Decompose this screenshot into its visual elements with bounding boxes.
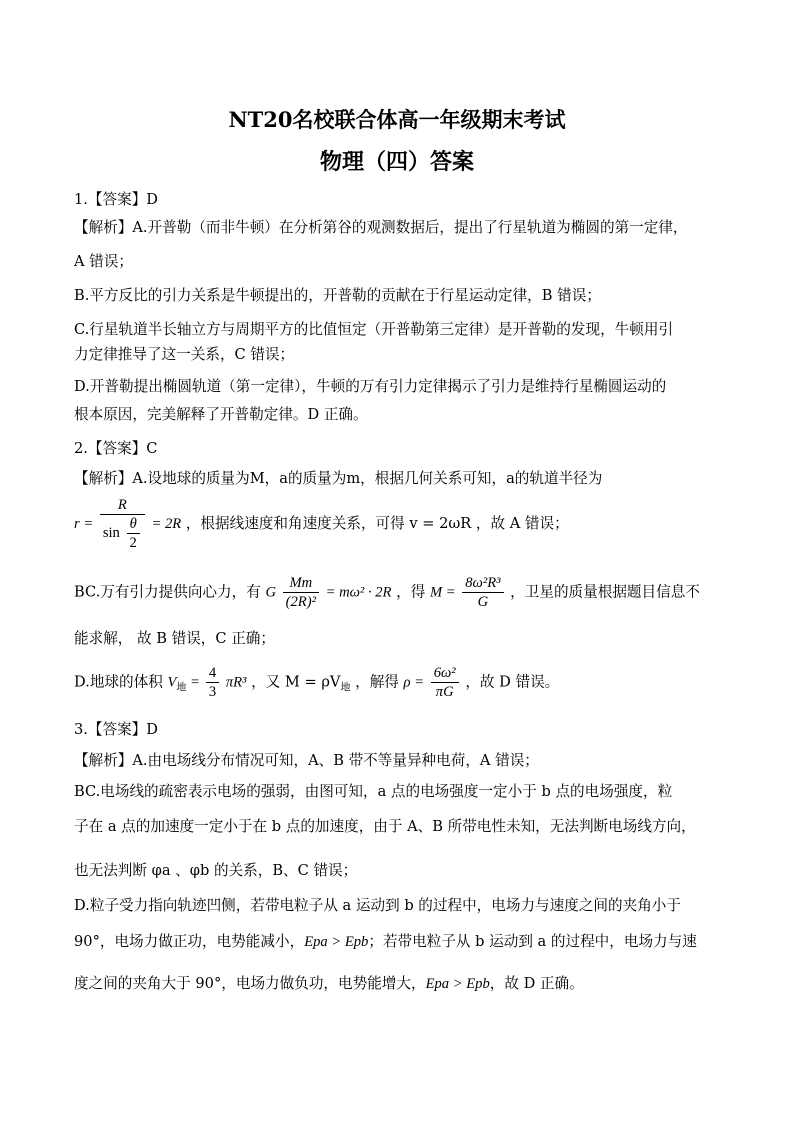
q3-line-5: D.粒子受力指向轨迹凹侧，若带电粒子从 a 运动到 b 的过程中，电场力与速度之间的夹角小于 [74, 897, 681, 914]
q2-line-3-suffix: ，卫星的质量根据题目信息不 [510, 583, 700, 601]
q2-answer: 2.【答案】C [74, 440, 158, 457]
q2-line-2-text: ，根据线速度和角速度关系，可得 v = 2ωR ，故 A 错误； [185, 515, 569, 532]
q2-line-5-mid2: ，解得 [355, 673, 399, 691]
q2-line-5-prefix: D.地球的体积 [74, 673, 163, 691]
sin-label: sin [102, 524, 120, 541]
Epa-gt-Epb: Epa > Epb [304, 934, 369, 950]
q3-line-6 [74, 930, 724, 951]
q2-line-2 [74, 496, 724, 552]
V: V [167, 674, 177, 691]
q1-line-1: 【解析】A.开普勒（而非牛顿）在分析第谷的观测数据后，提出了行星轨道为椭圆的第一定律， [74, 219, 688, 236]
q2-line-3-prefix: BC.万有引力提供向心力，有 [74, 583, 261, 601]
fraction-rho [431, 664, 459, 701]
page-title: NT20名校联合体高一年级期末考试 [228, 107, 566, 132]
formula-eq-2R: = 2R [151, 516, 182, 532]
M-numerator: 8ω²R³ [462, 574, 503, 593]
M-eq: M = [429, 584, 456, 601]
subscript-di: 地 [176, 682, 187, 694]
fraction-r [100, 496, 145, 552]
three: 3 [208, 684, 217, 700]
G: G [265, 584, 276, 601]
four: 4 [206, 664, 219, 683]
q1-line-6: D.开普勒提出椭圆轨道（第一定律），牛顿的万有引力定律揭示了引力是维持行星椭圆运动的 [74, 378, 667, 395]
q2-line-3 [74, 574, 724, 611]
fraction-denominator [100, 515, 145, 552]
q3-line-1: 【解析】A.由电场线分布情况可知，A、B 带不等量异种电荷，A 错误； [74, 752, 539, 769]
q2-line-5 [74, 664, 724, 701]
q1-line-5: 力定律推导了这一关系，C 错误； [74, 346, 295, 363]
q1-answer: 1.【答案】D [74, 191, 158, 208]
rhs1: = mω² · 2R [325, 584, 392, 601]
two-R-squared: (2R)² [285, 594, 316, 610]
fraction-4-3 [206, 664, 219, 701]
fraction-Mm [283, 574, 319, 611]
q2-line-5-mid: ，又 M = ρV [251, 673, 341, 691]
q3-line-4: 也无法判断 φa 、φb 的关系，B、C 错误； [74, 862, 358, 879]
formula-r: r = [74, 516, 94, 532]
fraction-M [462, 574, 503, 611]
fraction-theta [127, 515, 140, 552]
q3-line-6a: 90°，电场力做正功，电势能减小， [74, 933, 305, 950]
fraction-numerator: R [100, 496, 145, 515]
q1-line-3: B.平方反比的引力关系是牛顿提出的，开普勒的贡献在于行星运动定律，B 错误； [74, 287, 601, 304]
page-subtitle: 物理（四）答案 [319, 149, 474, 175]
Mm: Mm [283, 574, 319, 593]
Epa-gt-Epb-2: Epa > Epb [425, 976, 490, 992]
q2-line-3-mid: ，得 [396, 583, 426, 601]
rho-denominator: πG [435, 684, 454, 700]
q1-line-7: 根本原因，完美解释了开普勒定律。D 正确。 [74, 406, 368, 423]
q1-line-2: A 错误； [74, 253, 133, 270]
piR3: πR³ [225, 674, 247, 691]
q3-line-6b: ；若带电粒子从 b 运动到 a 的过程中，电场力与速 [368, 933, 697, 950]
q2-line-4: 能求解， 故 B 错误，C 正确； [74, 630, 275, 647]
q3-line-7 [74, 972, 724, 993]
q3-line-3: 子在 a 点的加速度一定小于在 b 点的加速度，由于 A、B 所带电性未知，无法判断电场线方向， [74, 818, 696, 835]
q3-line-2: BC.电场线的疏密表示电场的强弱，由图可知，a 点的电场强度一定小于 b 点的电场强度，粒 [74, 783, 673, 800]
q3-line-7a: 度之间的夹角大于 90°，电场力做负功，电势能增大， [74, 975, 426, 992]
M-denominator: G [477, 594, 489, 610]
q2-line-5-suffix: ，故 D 错误。 [465, 673, 560, 691]
rho-eq: ρ = [403, 674, 425, 691]
subscript-di-2: 地 [340, 682, 351, 694]
theta: θ [127, 515, 140, 534]
equals: = [191, 674, 200, 691]
q1-line-4: C.行星轨道半长轴立方与周期平方的比值恒定（开普勒第三定律）是开普勒的发现，牛顿用引 [74, 321, 674, 338]
two: 2 [129, 535, 137, 551]
q3-line-7b: ，故 D 正确。 [489, 975, 584, 992]
q3-answer: 3.【答案】D [74, 721, 158, 738]
q2-line-1: 【解析】A.设地球的质量为M，a的质量为m，根据几何关系可知，a的轨道半径为 [74, 470, 603, 487]
rho-numerator: 6ω² [431, 664, 459, 683]
